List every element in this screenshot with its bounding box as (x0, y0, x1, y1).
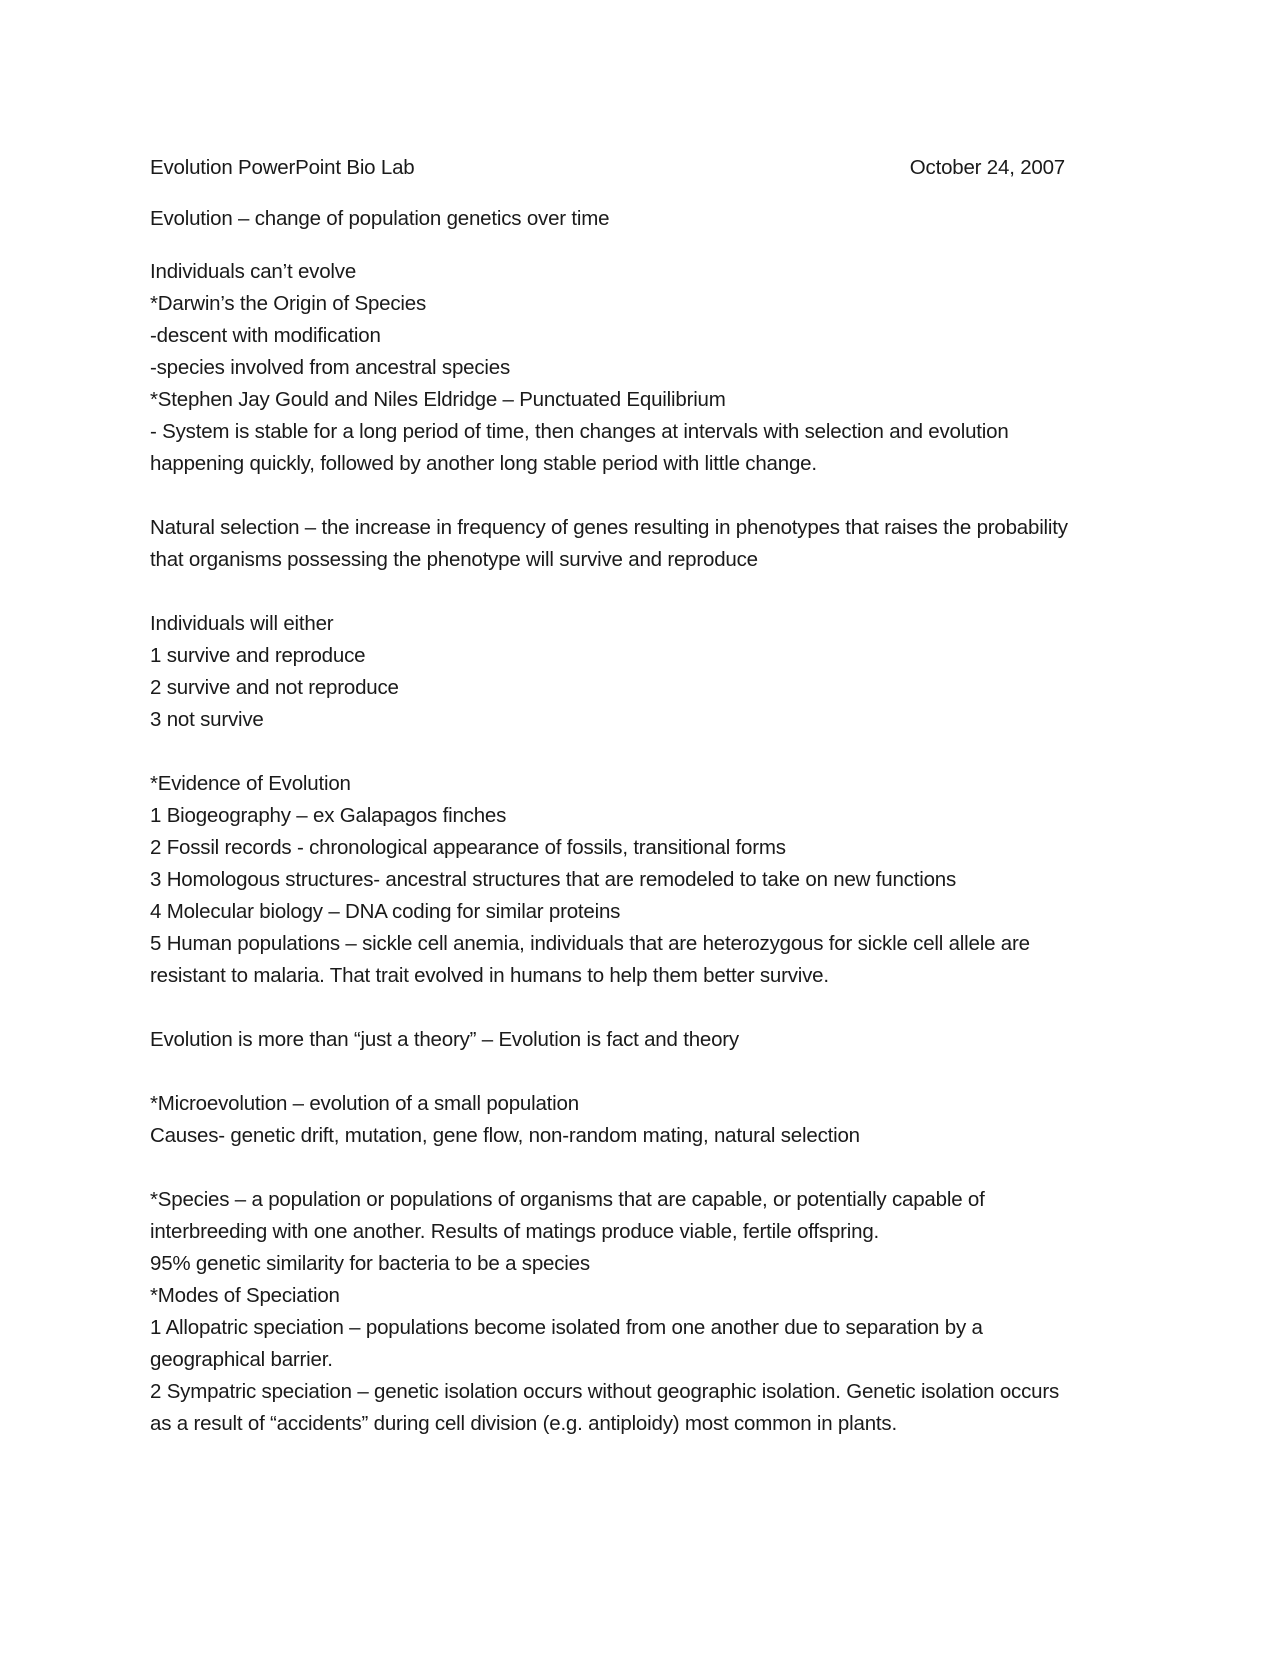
evidence-line: 1 Biogeography – ex Galapagos finches (150, 804, 507, 827)
species-line: *Species – a population or populations of organisms that are capable, or potentially capable of (150, 1188, 985, 1211)
species-line: interbreeding with one another. Results of matings produce viable, fertile offspring. (150, 1220, 880, 1243)
intro-line: Individuals can’t evolve (150, 260, 357, 283)
microevolution-line: Causes- genetic drift, mutation, gene flow, non-random mating, natural selection (150, 1124, 860, 1147)
outcomes-line: 2 survive and not reproduce (150, 676, 399, 699)
evidence-line: 5 Human populations – sickle cell anemia, individuals that are heterozygous for sickle cell allele are (150, 932, 1030, 955)
intro-line: happening quickly, followed by another long stable period with little change. (150, 452, 817, 475)
natural-selection-line: that organisms possessing the phenotype will survive and reproduce (150, 548, 758, 571)
microevolution-section (150, 1088, 1135, 1152)
outcomes-line: 3 not survive (150, 708, 264, 731)
outcomes-line: 1 survive and reproduce (150, 644, 366, 667)
intro-line: - System is stable for a long period of time, then changes at intervals with selection and evolution (150, 420, 1009, 443)
evidence-line: 2 Fossil records - chronological appearance of fossils, transitional forms (150, 836, 786, 859)
document-title: Evolution PowerPoint Bio Lab (150, 156, 415, 179)
evolution-definition: Evolution – change of population genetics over time (150, 207, 610, 230)
document-body (150, 203, 1135, 1440)
evidence-section (150, 768, 1135, 992)
species-line: geographical barrier. (150, 1348, 333, 1371)
species-section (150, 1184, 1135, 1440)
outcomes-section (150, 608, 1135, 736)
evidence-line: *Evidence of Evolution (150, 772, 351, 795)
evidence-line: resistant to malaria. That trait evolved in humans to help them better survive. (150, 964, 829, 987)
species-line: *Modes of Speciation (150, 1284, 340, 1307)
natural-selection-section (150, 512, 1135, 576)
intro-line: -species involved from ancestral species (150, 356, 511, 379)
evidence-line: 3 Homologous structures- ancestral structures that are remodeled to take on new functions (150, 868, 957, 891)
species-line: as a result of “accidents” during cell division (e.g. antiploidy) most common in plants. (150, 1412, 897, 1435)
intro-line: *Darwin’s the Origin of Species (150, 292, 426, 315)
species-line: 95% genetic similarity for bacteria to be a species (150, 1252, 590, 1275)
intro-section (150, 256, 1135, 480)
outcomes-line: Individuals will either (150, 612, 334, 635)
natural-selection-line: Natural selection – the increase in frequency of genes resulting in phenotypes that raises the probability (150, 516, 1068, 539)
species-line: 2 Sympatric speciation – genetic isolation occurs without geographic isolation. Genetic isolation occurs (150, 1380, 1060, 1403)
microevolution-line: *Microevolution – evolution of a small population (150, 1092, 579, 1115)
evidence-line: 4 Molecular biology – DNA coding for similar proteins (150, 900, 621, 923)
theory-statement: Evolution is more than “just a theory” – Evolution is fact and theory (150, 1028, 739, 1051)
document-header (150, 152, 1065, 184)
intro-line: -descent with modification (150, 324, 381, 347)
intro-line: *Stephen Jay Gould and Niles Eldridge – Punctuated Equilibrium (150, 388, 726, 411)
species-line: 1 Allopatric speciation – populations become isolated from one another due to separation by a (150, 1316, 983, 1339)
document-date: October 24, 2007 (909, 156, 1065, 179)
